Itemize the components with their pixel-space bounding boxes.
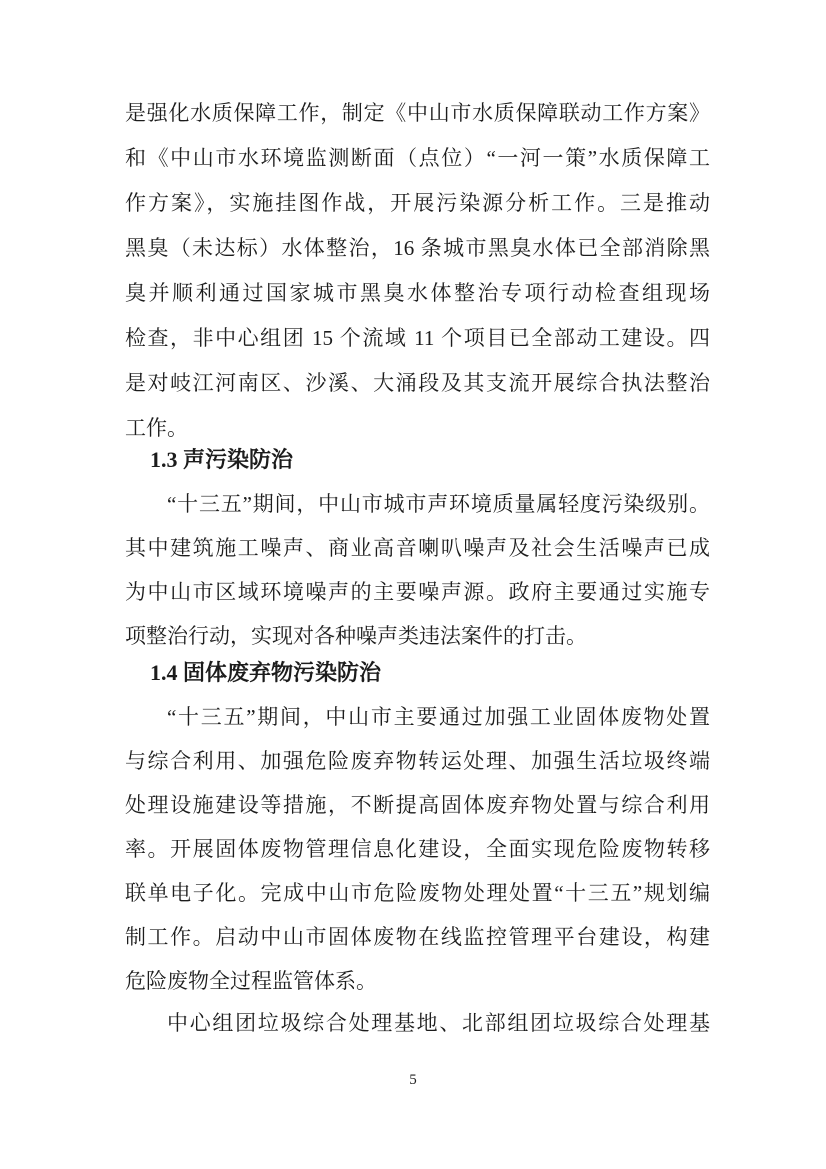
paragraph-line: 与综合利用、加强危险废弃物转运处理、加强生活垃圾终端 [125,749,710,773]
page-number: 5 [409,1072,417,1088]
paragraph-line: 臭并顺利通过国家城市黑臭水体整治专项行动检查组现场 [125,281,710,305]
paragraph-line: “十三五”期间，中山市城市声环境质量属轻度污染级别。 [167,492,710,516]
paragraph-line: “十三五”期间，中山市主要通过加强工业固体废物处置 [167,705,710,729]
paragraph-line: 是强化水质保障工作，制定《中山市水质保障联动工作方案》 [125,101,710,125]
paragraph-line: 项整治行动，实现对各种噪声类违法案件的打击。 [125,624,587,648]
paragraph-line: 率。开展固体废物管理信息化建设，全面实现危险废物转移 [125,837,710,861]
section-heading-1-3: 1.3 声污染防治 [150,447,294,472]
paragraph-line: 作方案》，实施挂图作战，开展污染源分析工作。三是推动 [125,191,710,215]
paragraph-line: 黑臭（未达标）水体整治，16 条城市黑臭水体已全部消除黑 [125,236,710,260]
paragraph-line: 处理设施建设等措施，不断提高固体废弃物处置与综合利用 [125,793,710,817]
paragraph-line: 是对岐江河南区、沙溪、大涌段及其支流开展综合执法整治 [125,371,710,395]
paragraph-line: 和《中山市水环境监测断面（点位）“一河一策”水质保障工 [125,146,710,170]
paragraph-line: 工作。 [125,416,188,440]
paragraph-line: 检查，非中心组团 15 个流域 11 个项目已全部动工建设。四 [125,326,710,350]
paragraph-line: 为中山市区域环境噪声的主要噪声源。政府主要通过实施专 [125,580,710,604]
paragraph-line: 危险废物全过程监管体系。 [125,969,377,993]
paragraph-line: 其中建筑施工噪声、商业高音喇叭噪声及社会生活噪声已成 [125,536,710,560]
paragraph-line: 制工作。启动中山市固体废物在线监控管理平台建设，构建 [125,925,710,949]
paragraph-line: 中心组团垃圾综合处理基地、北部组团垃圾综合处理基 [167,1011,710,1035]
section-heading-1-4: 1.4 固体废弃物污染防治 [150,660,382,685]
paragraph-line: 联单电子化。完成中山市危险废物处理处置“十三五”规划编 [125,881,710,905]
